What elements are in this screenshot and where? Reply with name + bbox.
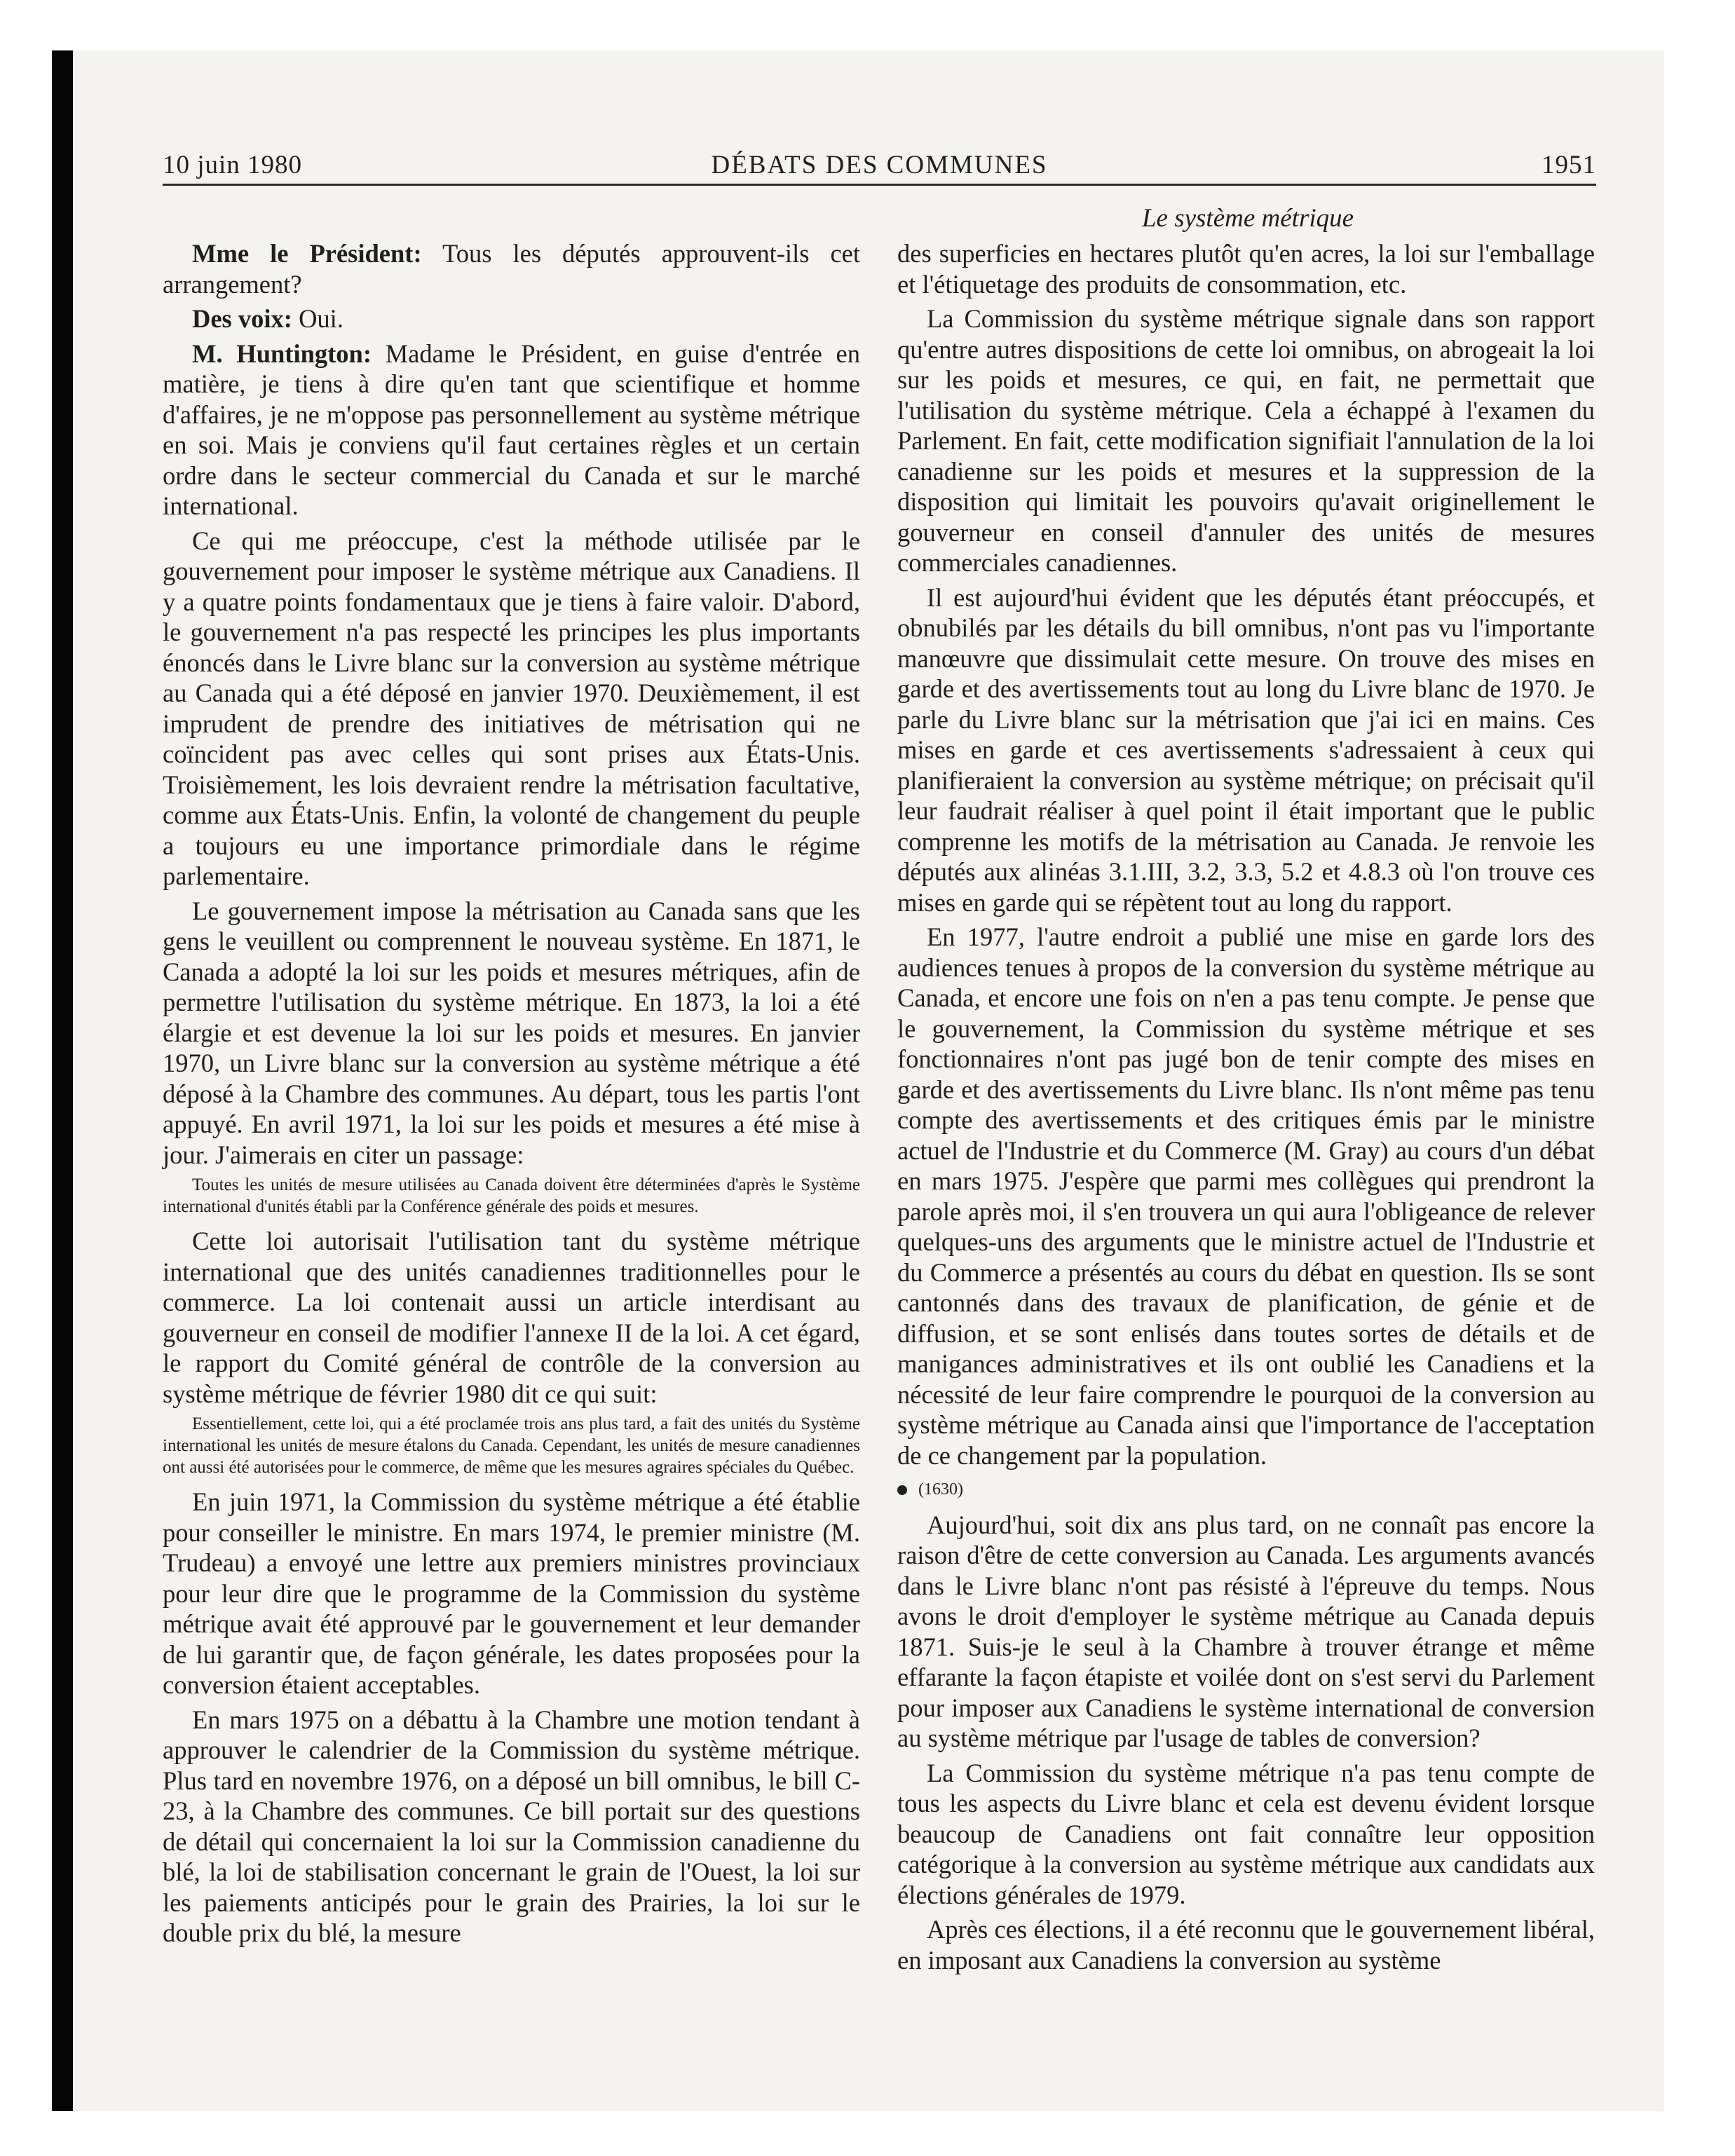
block-quote: Essentiellement, cette loi, qui a été proclamée trois ans plus tard, a fait des unités du Système international les unités de mesure étalons du Canada. Cependant, les unités de mesure canadiennes ont aussi été autorisées pour le commerce, de même que les mesures agraires spéciales du Québec. — [163, 1414, 860, 1477]
scan-edge — [52, 50, 73, 2111]
left-column — [163, 238, 860, 1953]
running-head — [163, 150, 1596, 186]
paragraph-text: Cette loi autorisait l'utilisation tant du système métrique international que des unités canadiennes traditionnelles pour le commerce. La loi contenait aussi un article interdisant au gouverneur en conseil de modifier l'annexe II de la loi. A cet égard, le rapport du Comité général de contrôle de la conversion au système métrique de février 1980 dit ce qui suit: — [163, 1227, 860, 1408]
paragraph — [897, 1510, 1595, 1754]
paragraph — [897, 1914, 1595, 1975]
paragraph-text: La Commission du système métrique signale dans son rapport qu'entre autres dispositions de cette loi omnibus, on abrogeait la loi sur les poids et mesures, ce qui, en fait, ne permettait que l'utilisation du système métrique. Cela a échappé à l'examen du Parlement. En fait, cette modification signifiait l'annulation de la loi canadienne sur les poids et mesures et la suppression de la disposition qui limitait les pouvoirs qu'avait originellement le gouverneur en conseil d'annuler des unités de mesures commerciales canadiennes. — [897, 304, 1595, 577]
header-title: DÉBATS DES COMMUNES — [711, 151, 1048, 179]
paragraph-text: La Commission du système métrique n'a pas tenu compte de tous les aspects du Livre blanc et cela est devenu évident lorsque beaucoup de Canadiens ont fait connaître leur opposition catégorique à la conversion au système métrique aux candidats aux élections générales de 1979. — [897, 1758, 1595, 1909]
paragraph-text: Aujourd'hui, soit dix ans plus tard, on ne connaît pas encore la raison d'être de cette conversion au Canada. Les arguments avancés dans le Livre blanc n'ont pas résisté à l'épreuve du temps. Nous avons le droit d'employer le système métrique au Canada depuis 1871. Suis-je le seul à la Chambre à trouver étrange et même effarante la façon étapiste et voilée dont on s'est servi du Parlement pour imposer aux Canadiens le système international de conversion au système métrique par l'usage de tables de conversion? — [897, 1510, 1595, 1752]
time-marker — [897, 1475, 1595, 1506]
block-quote: Toutes les unités de mesure utilisées au Canada doivent être déterminées d'après le Système international d'unités établi par la Conférence générale des poids et mesures. — [163, 1175, 860, 1216]
paragraph-text: En juin 1971, la Commission du système métrique a été établie pour conseiller le ministre. En mars 1974, le premier ministre (M. Trudeau) a envoyé une lettre aux premiers ministres provinciaux pour leur dire que le programme de la Commission du système métrique avait été approuvé par le gouvernement et leur demander de lui garantir que, de façon générale, les dates proposées pour la conversion étaient acceptables. — [163, 1487, 860, 1699]
paragraph — [163, 1226, 860, 1409]
header-rule — [163, 184, 1596, 186]
paragraph — [897, 1758, 1595, 1911]
paragraph-text: En 1977, l'autre endroit a publié une mise en garde lors des audiences tenues à propos de la conversion du système métrique au Canada, et encore une fois on n'en a pas tenu compte. Je pense que le gouvernement, la Commission du système métrique et ses fonctionnaires n'ont pas jugé bon de tenir compte des mises en garde et des avertissements du Livre blanc. Ils n'ont même pas tenu compte des avertissements et des critiques émis par le ministre actuel de l'Industrie et du Commerce (M. Gray) au cours d'un débat en mars 1975. J'espère que parmi mes collègues qui prendront la parole après moi, il s'en trouvera un qui aura l'obligeance de relever quelques-uns des arguments que le ministre actuel de l'Industrie et du Commerce a présentés au cours du débat en question. Ils se sont cantonnés dans des travaux de planification, de génie et de diffusion, et se sont enlisés dans toutes sortes de détails et de manigances administratives et ils ont oublié les Canadiens et la nécessité de leur faire comprendre le pourquoi de la conversion au système métrique au Canada ainsi que l'importance de l'acceptation de ce changement par la population. — [897, 922, 1595, 1470]
paragraph-text: Tous les députés approuvent-ils cet arrangement? — [163, 239, 860, 299]
paragraph — [897, 922, 1595, 1471]
paragraph-text: des superficies en hectares plutôt qu'en acres, la loi sur l'emballage et l'étiquetage des produits de consommation, etc. — [897, 239, 1595, 299]
paragraph — [163, 1705, 860, 1949]
speaker-name: M. Huntington: — [192, 339, 372, 368]
paragraph — [163, 1487, 860, 1700]
paragraph-text: En mars 1975 on a débattu à la Chambre une motion tendant à approuver le calendrier de la Commission du système métrique. Plus tard en novembre 1976, on a déposé un bill omnibus, le bill C-23, à la Chambre des communes. Ce bill portait sur des questions de détail qui concernaient la loi sur la Commission canadienne du blé, la loi de stabilisation concernant le grain de l'Ouest, la loi sur les paiements anticipés pour le grain des Prairies, la loi sur le double prix du blé, la mesure — [163, 1705, 860, 1947]
right-column — [897, 238, 1595, 1979]
speaker-name: Mme le Président: — [192, 239, 422, 268]
paragraph-text: Il est aujourd'hui évident que les députés étant préoccupés, et obnubilés par les détails du bill omnibus, n'ont pas vu l'importante manœuvre que dissimulait cette mesure. On trouve des mises en garde et des avertissements tout au long du Livre blanc de 1970. Je parle du Livre blanc sur la métrisation que j'ai ici en mains. Ces mises en garde et ces avertissements s'adressaient à ceux qui planifieraient la conversion au système métrique; on précisait qu'il leur faudrait réaliser à quel point il était important que le public comprenne les motifs de la métrisation au Canada. Je renvoie les députés aux alinéas 3.1.III, 3.2, 3.3, 5.2 et 4.8.3 où l'on trouve ces mises en garde qui se répètent tout au long du rapport. — [897, 582, 1595, 917]
paragraph — [897, 238, 1595, 299]
paragraph — [163, 339, 860, 521]
header-date: 10 juin 1980 — [163, 151, 303, 179]
paragraph-text: Le gouvernement impose la métrisation au Canada sans que les gens le veuillent ou comprennent le nouveau système. En 1871, le Canada a adopté la loi sur les poids et mesures métriques, afin de permettre l'utilisation du système métrique. En 1873, la loi a été élargie et est devenue la loi sur les poids et mesures. En janvier 1970, un Livre blanc sur la conversion au système métrique a été déposé à la Chambre des communes. Au départ, tous les partis l'ont appuyé. En avril 1971, la loi sur les poids et mesures a été mise à jour. J'aimerais en citer un passage: — [163, 896, 860, 1169]
section-topic: Le système métrique — [1141, 204, 1354, 233]
paragraph — [163, 526, 860, 892]
paragraph — [163, 896, 860, 1171]
speaker-name: Des voix: — [192, 304, 292, 333]
bullet-icon — [897, 1485, 907, 1495]
paragraph-text: Ce qui me préoccupe, c'est la méthode utilisée par le gouvernement pour imposer le système métrique aux Canadiens. Il y a quatre points fondamentaux que je tiens à faire valoir. D'abord, le gouvernement n'a pas respecté les principes les plus importants énoncés dans le Livre blanc sur la conversion au système métrique au Canada qui a été déposé en janvier 1970. Deuxièmement, il est imprudent de prendre des initiatives de métrisation qui ne coïncident pas avec celles qui sont prises aux États-Unis. Troisièmement, les lois devraient rendre la métrisation facultative, comme aux États-Unis. Enfin, la volonté de changement du peuple a toujours eu une importance primordiale dans le régime parlementaire. — [163, 526, 860, 890]
page-number: 1951 — [1542, 151, 1596, 179]
paragraph-text: Oui. — [292, 304, 343, 333]
paragraph — [897, 582, 1595, 918]
paragraph-text: Après ces élections, il a été reconnu que le gouvernement libéral, en imposant aux Canadiens la conversion au système — [897, 1915, 1595, 1974]
paragraph — [897, 303, 1595, 578]
paragraph-text: Madame le Président, en guise d'entrée en matière, je tiens à dire qu'en tant que scientifique et homme d'affaires, je ne m'oppose pas personnellement au système métrique en soi. Mais je conviens qu'il faut certaines règles et un certain ordre dans le secteur commercial du Canada et sur le marché international. — [163, 339, 860, 520]
time-marker-label: (1630) — [918, 1480, 963, 1499]
paragraph — [163, 238, 860, 299]
paragraph — [163, 303, 860, 334]
